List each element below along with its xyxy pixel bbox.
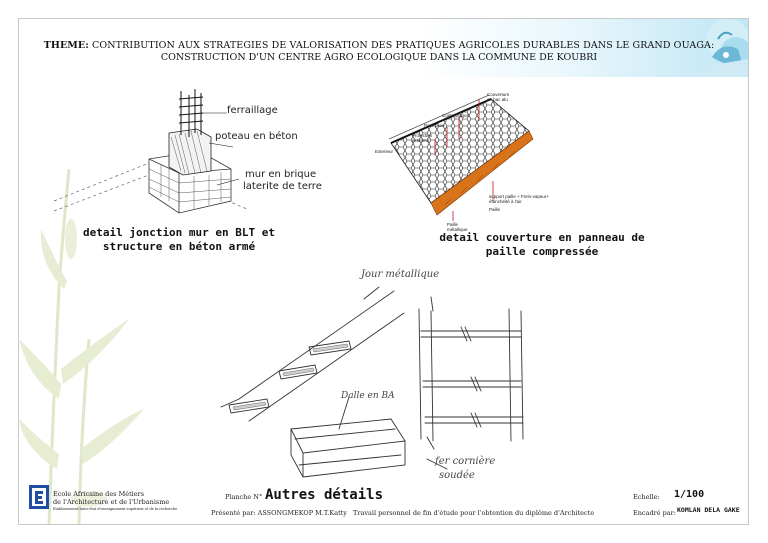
label-couverture-bac: en bac alu: [487, 97, 508, 102]
label-ferraillage: ferraillage: [227, 105, 278, 116]
theme-title-line2: CONSTRUCTION D'UN CENTRE AGRO ECOLOGIQUE DANS LA COMMUNE DE KOUBRI: [160, 52, 598, 63]
theme-title-line1: [29, 40, 729, 51]
label-protection: Protection: [412, 133, 433, 138]
caption-roof-panel: [417, 231, 667, 259]
work-description: Travail personnel de fin d'étude pour l'obtention du diplôme d'Architecte: [353, 509, 595, 517]
caption-wall-line1: detail jonction mur en BLT et: [82, 226, 276, 239]
label-protection-ext: exterieur: [412, 138, 430, 143]
label-paille-metal: Paille: [447, 222, 459, 227]
encadre-value: KOMLAN DELA GAKE: [677, 506, 740, 514]
label-support-paille: support paille + Frein-vapeur+: [489, 194, 550, 199]
planche-label: Planche N°: [225, 493, 263, 501]
label-poteau-beton: poteau en béton: [215, 131, 298, 142]
wall-junction-drawing: [49, 81, 249, 231]
label-jour-metallique: Jour métallique: [361, 269, 440, 280]
label-contreplaque: Contreplaqué: [442, 113, 470, 118]
label-laterite: laterite de terre: [243, 181, 322, 192]
caption-roof-line1: detail couverture en panneau de: [439, 231, 645, 244]
planche-title: Autres détails: [265, 487, 384, 503]
label-dalle-ba: Dalle en BA: [341, 391, 395, 401]
encadre-label: Encadré par:: [633, 509, 676, 517]
caption-roof-line2: paille compressée: [485, 245, 599, 258]
label-pare-pluie: Pare-pluie: [424, 123, 445, 128]
echelle-label: Echelle:: [633, 493, 660, 501]
label-paille: Paille: [489, 207, 501, 212]
label-etancheite: étanchéité à l'air: [489, 199, 522, 204]
label-exterieur: Exterieur: [375, 149, 394, 154]
label-mur-brique: mur en brique: [245, 169, 317, 180]
theme-label: THEME:: [43, 40, 89, 51]
caption-wall-line2: structure en béton armé: [102, 240, 256, 253]
presented-by: Présenté par: ASSONGMEKOP M.T.Katty: [211, 509, 347, 517]
school-logo-icon: [29, 485, 49, 509]
label-metallique: métallique: [447, 227, 468, 232]
school-name-line1: Ecole Africaine des Métiers: [53, 490, 145, 498]
label-fer-corniere: fer cornière: [435, 456, 496, 467]
caption-wall-junction: [69, 226, 289, 254]
echelle-value: 1/100: [674, 489, 705, 500]
label-soudee: soudée: [439, 470, 475, 481]
theme-text: CONTRIBUTION AUX STRATEGIES DE VALORISATION DES PRATIQUES AGRICOLES DURABLES DANS LE GRAND OUAGA:: [88, 40, 715, 51]
label-couverture: Couverture: [487, 92, 510, 97]
school-name-line2: de l'Architecture et de l'Urbanisme: [53, 498, 170, 506]
sheet-frame: [18, 18, 749, 525]
school-name-line3: Etablissement Inter-état d'enseignement supérieur et de la recherche: [53, 507, 178, 511]
